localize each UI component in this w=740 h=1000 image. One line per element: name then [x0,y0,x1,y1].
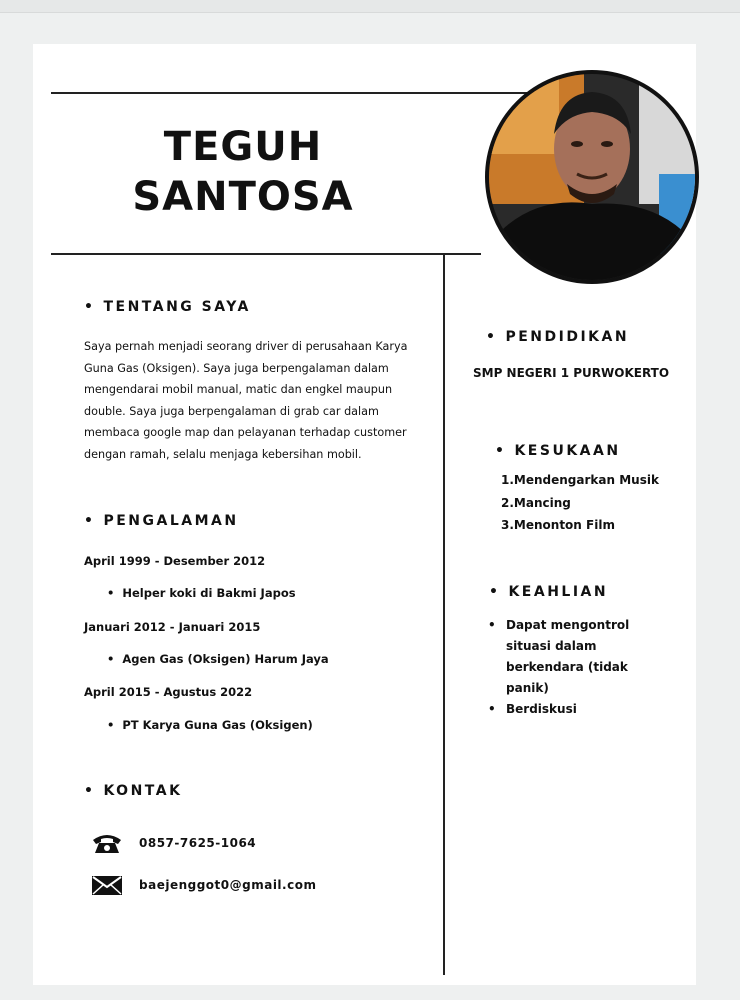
experience-heading [84,513,239,529]
heading-bullet: • [84,513,96,529]
about-title: TENTANG SAYA [103,299,251,315]
heading-bullet: • [84,299,96,315]
resume-page [33,44,696,985]
list-item: 2.Mancing [501,495,571,510]
experience-job [107,586,296,600]
contact-phone-row [91,831,256,855]
skill-label: Berdiskusi [506,702,577,716]
list-item: 1.Mendengarkan Musik [501,473,659,487]
profile-photo [485,70,699,284]
contact-heading [84,783,182,799]
list-bullet: • [107,652,115,666]
likes-heading [495,443,621,459]
heading-bullet: • [495,443,507,459]
experience-period: April 2015 - Agustus 2022 [84,685,253,699]
experience-job-label: Helper koki di Bakmi Japos [122,586,296,600]
likes-list [501,469,659,537]
list-item [488,699,678,720]
browser-top-bar [0,0,740,13]
first-name: TEGUH [163,124,323,170]
list-bullet: • [488,618,496,632]
education-school: SMP NEGERI 1 PURWOKERTO [473,366,670,380]
skills-list [488,615,678,720]
about-text: Saya pernah menjadi seorang driver di perusahaan Karya Guna Gas (Oksigen). Saya juga berpengalaman dalam mengendarai mobil manual, matic dan engkel maupun double. Saya juga berpengalaman di grab car dalam membaca google map dan pelayanan terhadap customer dengan ramah, selalu menjaga kebersihan mobil. [84,340,408,461]
envelope-icon [91,873,123,897]
list-bullet: • [107,718,115,732]
last-name: SANTOSA [132,174,354,220]
skills-heading [489,584,608,600]
skill-label: Dapat mengontrol situasi dalam berkendara (tidak panik) [506,618,630,695]
skills-title: KEAHLIAN [508,584,609,600]
contact-email[interactable]: baejenggot0@gmail.com [139,878,317,892]
contact-email-row [91,873,316,897]
list-item [488,615,678,699]
contact-phone: 0857-7625-1064 [139,836,257,850]
heading-bullet: • [84,783,96,799]
experience-job-label: Agen Gas (Oksigen) Harum Jaya [122,652,329,666]
page-title [93,122,393,222]
column-divider [443,253,445,975]
about-heading [84,299,251,315]
phone-icon [91,831,123,855]
heading-bullet: • [486,329,498,345]
list-bullet: • [488,702,496,716]
likes-title: KESUKAAN [514,443,621,459]
heading-bullet: • [489,584,501,600]
experience-title: PENGALAMAN [103,513,239,529]
experience-job [107,652,329,666]
header-bottom-rule [51,253,481,255]
list-item: 3.Menonton Film [501,518,615,532]
education-heading [486,329,629,345]
experience-period: April 1999 - Desember 2012 [84,554,266,568]
experience-job [107,718,313,732]
education-title: PENDIDIKAN [505,329,630,345]
header-top-rule [51,92,531,94]
experience-period: Januari 2012 - Januari 2015 [84,620,261,634]
list-bullet: • [107,586,115,600]
contact-title: KONTAK [103,783,183,799]
experience-job-label: PT Karya Guna Gas (Oksigen) [122,718,313,732]
